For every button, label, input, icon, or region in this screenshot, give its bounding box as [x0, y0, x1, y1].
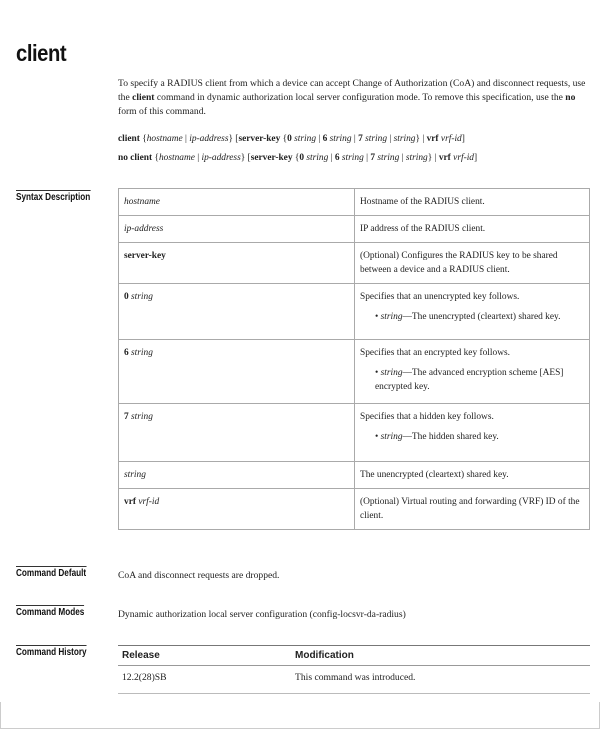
bullet: • string—The hidden shared key. — [375, 432, 499, 442]
t: 7 — [358, 134, 363, 144]
arg-text: vrf-id — [135, 497, 160, 507]
arg-text: hostname — [124, 197, 160, 207]
intro-text: form of this command. — [118, 106, 206, 117]
t: | — [316, 134, 323, 144]
table-row — [119, 489, 590, 530]
table-row — [119, 462, 590, 489]
t: string — [380, 432, 403, 442]
header-row — [118, 646, 590, 666]
t: } [ — [240, 153, 251, 163]
t: 7 — [370, 153, 376, 163]
desc-text: Specifies that a hidden key follows. — [360, 412, 494, 422]
arg — [119, 340, 355, 404]
label-command-modes: Command Modes — [16, 607, 85, 618]
t: —The advanced encryption scheme [AES] encrypted key. — [375, 368, 564, 392]
desc — [355, 340, 590, 404]
page-title: client — [16, 40, 67, 66]
t: 6 — [322, 134, 328, 144]
arg-text: string — [128, 348, 153, 358]
syntax-description-table — [118, 188, 590, 530]
label-syntax-description: Syntax Description — [16, 192, 91, 203]
intro-paragraph — [118, 77, 593, 119]
arg-text: string — [128, 292, 153, 302]
table-row — [119, 404, 590, 462]
command-history-table — [118, 645, 590, 694]
t: hostname — [146, 134, 183, 144]
intro-keyword: no — [565, 92, 576, 103]
table-row — [118, 666, 590, 694]
header-modification: Modification — [291, 646, 590, 666]
t: —The hidden shared key. — [402, 432, 499, 442]
t: string — [375, 153, 400, 163]
arg — [119, 284, 355, 340]
table-row — [119, 243, 590, 284]
t: string — [362, 134, 388, 144]
t: | — [328, 153, 335, 163]
cmd: client — [118, 134, 140, 144]
arg-text: string — [124, 470, 146, 480]
t: { — [152, 153, 159, 163]
t: 0 — [299, 153, 305, 163]
release: 12.2(28)SB — [118, 666, 291, 694]
label-command-default: Command Default — [16, 568, 87, 579]
t: vrf — [438, 153, 451, 163]
t: ip-address — [201, 153, 241, 163]
desc — [355, 404, 590, 462]
arg-text: 6 — [124, 348, 129, 358]
arg — [119, 489, 355, 530]
arg — [119, 243, 355, 284]
t: | — [363, 153, 371, 163]
command-modes-text: Dynamic authorization local server configuration (config-locsvr-da-radius) — [118, 609, 406, 620]
t: server-key — [250, 153, 293, 163]
t: hostname — [158, 153, 195, 163]
table-row — [119, 340, 590, 404]
t: | — [194, 153, 202, 163]
bullet: • string—The unencrypted (cleartext) shared key. — [375, 312, 561, 322]
header-release: Release — [118, 646, 291, 666]
page-frame — [0, 702, 600, 729]
desc-text: Specifies that an encrypted key follows. — [360, 348, 510, 358]
t: | — [182, 134, 190, 144]
desc: Hostname of the RADIUS client. — [355, 189, 590, 216]
arg-text: string — [128, 412, 153, 422]
arg-text: vrf — [124, 497, 136, 507]
t: vrf-id — [450, 153, 474, 163]
t: ] — [461, 134, 465, 144]
t: 6 — [334, 153, 340, 163]
command-default-text: CoA and disconnect requests are dropped. — [118, 570, 280, 581]
t: string — [405, 153, 428, 163]
desc-text: Specifies that an unencrypted key follows. — [360, 292, 520, 302]
t: vrf-id — [438, 134, 462, 144]
t: server-key — [238, 134, 281, 144]
t: string — [327, 134, 352, 144]
t: } | — [415, 134, 427, 144]
arg-text: 7 — [124, 412, 129, 422]
arg-text: ip-address — [124, 224, 164, 234]
t: string — [393, 134, 416, 144]
t: | — [351, 134, 359, 144]
cmd: no client — [118, 153, 153, 163]
arg — [119, 216, 355, 243]
t: | — [399, 153, 406, 163]
arg — [119, 189, 355, 216]
intro-text: command in dynamic authorization local server configuration mode. To remove this specification, use the — [154, 92, 566, 103]
t: 0 — [287, 134, 292, 144]
arg — [119, 462, 355, 489]
t: { — [280, 134, 288, 144]
desc — [355, 284, 590, 340]
arg-text: 0 — [124, 292, 129, 302]
t: { — [139, 134, 147, 144]
table-row — [119, 216, 590, 243]
label-command-history: Command History — [16, 647, 87, 658]
desc: (Optional) Configures the RADIUS key to be shared between a device and a RADIUS client. — [355, 243, 590, 284]
t: string — [304, 153, 329, 163]
t: vrf — [426, 134, 439, 144]
desc: (Optional) Virtual routing and forwarding (VRF) ID of the client. — [355, 489, 590, 530]
t: string — [339, 153, 364, 163]
t: } [ — [228, 134, 239, 144]
t: —The unencrypted (cleartext) shared key. — [402, 312, 561, 322]
syntax-line — [118, 134, 465, 144]
t: ip-address — [189, 134, 229, 144]
t: { — [292, 153, 300, 163]
t: string — [380, 312, 403, 322]
t: string — [380, 368, 403, 378]
intro-text: To specify a RADIUS client from which a device can accept Change of Authorization (CoA) and disconnect requests, use the — [118, 78, 586, 103]
table-row — [119, 189, 590, 216]
arg-text: server-key — [124, 251, 166, 261]
desc: IP address of the RADIUS client. — [355, 216, 590, 243]
desc: The unencrypted (cleartext) shared key. — [355, 462, 590, 489]
t: } | — [427, 153, 439, 163]
t: string — [291, 134, 317, 144]
modification: This command was introduced. — [291, 666, 590, 694]
intro-keyword: client — [132, 92, 155, 103]
table-row — [119, 284, 590, 340]
t: | — [387, 134, 394, 144]
t: ] — [474, 153, 478, 163]
arg — [119, 404, 355, 462]
syntax-line — [118, 153, 477, 163]
bullet: • string—The advanced encryption scheme [AES] encrypted key. — [375, 368, 564, 392]
